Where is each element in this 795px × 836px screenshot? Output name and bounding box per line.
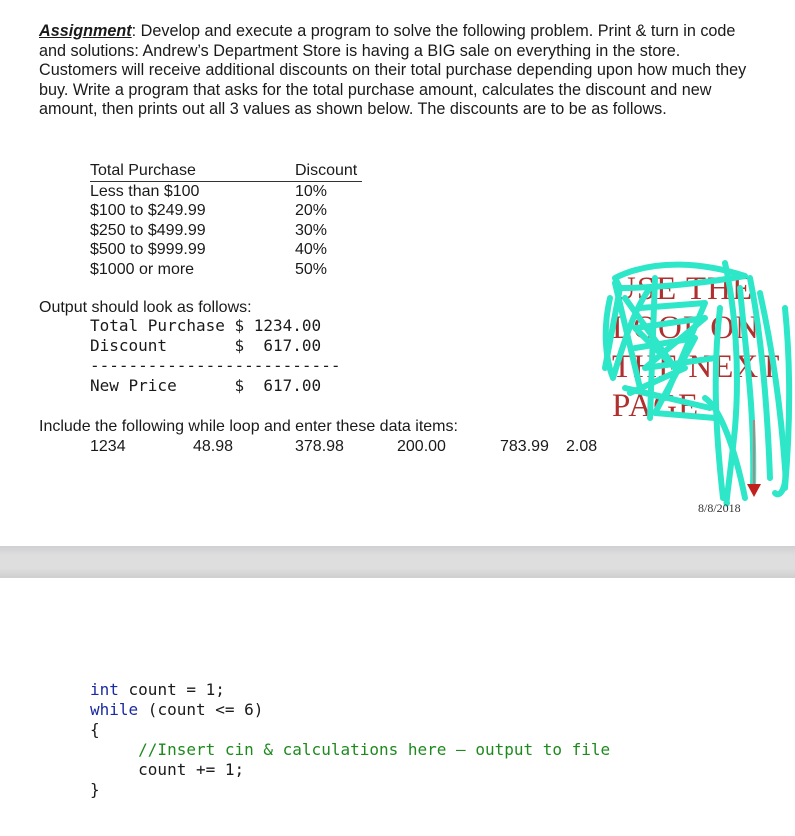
purchase-range: $1000 or more <box>90 260 195 278</box>
code-line-1 <box>90 680 610 700</box>
output-line-discount: Discount $ 617.00 <box>90 336 322 355</box>
arrow-down-icon <box>747 484 761 497</box>
discount-rate: 20% <box>295 202 328 220</box>
output-line-total: Total Purchase $ 1234.00 <box>90 316 322 335</box>
table-row <box>90 260 362 280</box>
output-separator: -------------------------- <box>90 356 341 375</box>
scribble-annotation <box>595 248 795 513</box>
code-keyword: int <box>90 680 119 699</box>
code-line-3: { <box>90 720 100 739</box>
discount-rate: 40% <box>295 241 328 259</box>
footer-date: 8/8/2018 <box>698 501 741 515</box>
page-break-gap <box>0 546 795 578</box>
data-item: 378.98 <box>295 438 344 455</box>
code-snippet <box>90 680 610 800</box>
assignment-text: : Develop and execute a program to solve the following problem. Print & turn in code and solutions: Andrew’s Department Store is having a BIG sale on everything in the store. Customers will receive additional discounts on their total purchase depending upon how much they buy. Write a program that asks for the total purchase amount, calculates the discount and new amount, then prints out all 3 values as shown below. The discounts are to be as follows. <box>39 22 747 119</box>
purchase-range: $100 to $249.99 <box>90 202 206 220</box>
code-text: (count <= 6) <box>138 700 264 719</box>
code-line-6: } <box>90 780 100 799</box>
red-note: USE THE LOOP ON THE NEXT PAGE <box>612 271 780 424</box>
code-line-2 <box>90 700 610 720</box>
code-comment: //Insert cin & calculations here – output to file <box>90 740 611 759</box>
purchase-range: Less than $100 <box>90 182 200 200</box>
purchase-range: $250 to $499.99 <box>90 221 206 239</box>
purchase-range: $500 to $999.99 <box>90 241 206 259</box>
arrow-line <box>753 420 755 486</box>
header-discount: Discount <box>295 162 358 179</box>
data-item: 48.98 <box>193 438 234 455</box>
table-row <box>90 182 362 202</box>
code-line-5: count += 1; <box>90 760 245 779</box>
assignment-label: Assignment <box>39 22 132 40</box>
discount-rate: 50% <box>295 260 328 278</box>
data-item: 200.00 <box>397 438 446 455</box>
discount-rate: 30% <box>295 221 328 239</box>
discount-table <box>90 161 362 280</box>
discount-table-header <box>90 161 362 182</box>
output-label: Output should look as follows: <box>39 299 252 316</box>
discount-rate: 10% <box>295 182 328 200</box>
data-item: 2.08 <box>566 438 598 455</box>
data-items-label: Include the following while loop and enter these data items: <box>39 418 458 435</box>
data-item: 783.99 <box>500 438 549 455</box>
table-row <box>90 240 362 260</box>
assignment-paragraph <box>39 22 759 120</box>
data-item: 1234 <box>90 438 126 455</box>
table-row <box>90 201 362 221</box>
output-example <box>90 316 340 396</box>
table-row <box>90 221 362 241</box>
output-line-new-price: New Price $ 617.00 <box>90 376 322 395</box>
code-text: count = 1; <box>118 680 225 699</box>
header-total-purchase: Total Purchase <box>90 162 196 179</box>
code-keyword: while <box>90 700 139 719</box>
